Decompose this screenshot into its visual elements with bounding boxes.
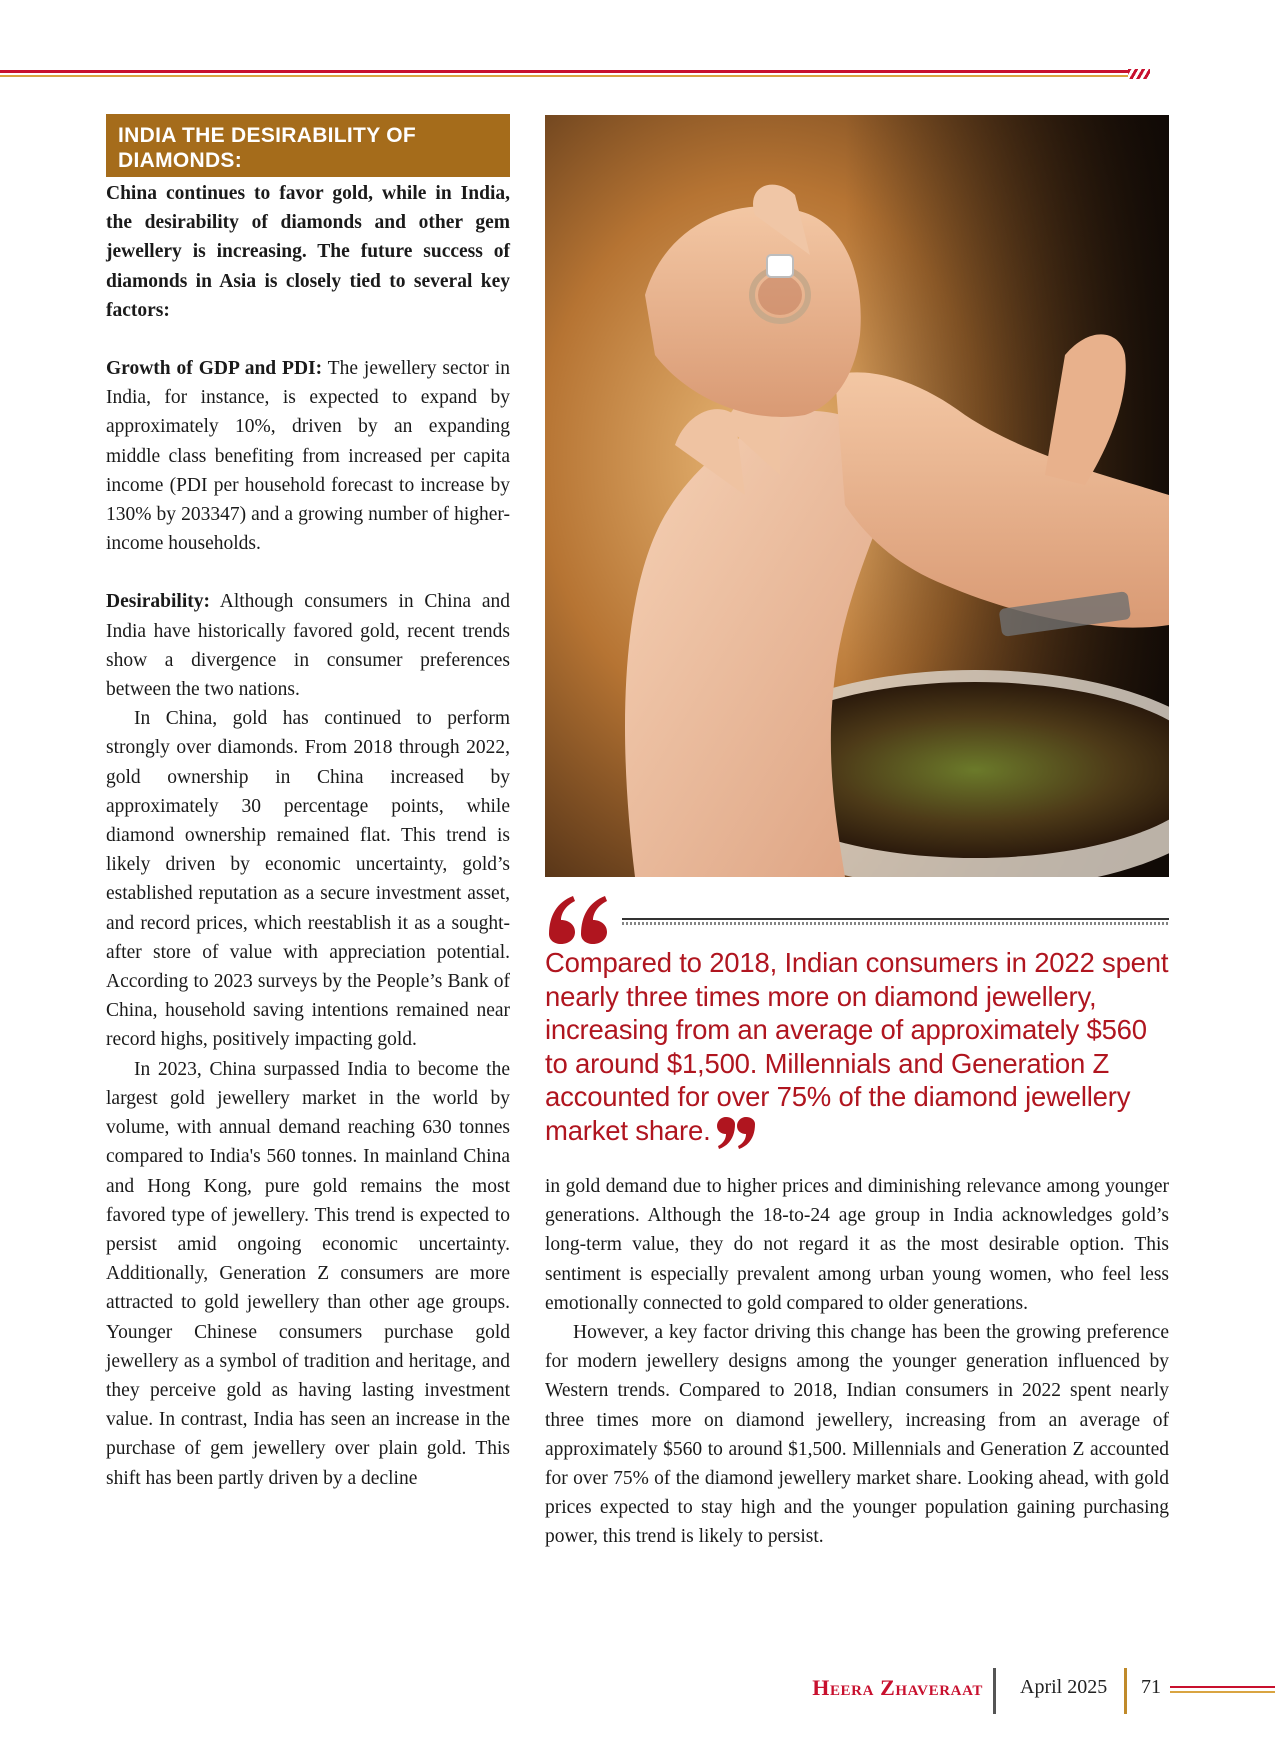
publication-name: Heera Zhaveraat	[812, 1675, 983, 1700]
desirability-text: Although consumers in China and India have historically favored gold, recent trends show a divergence in consumer preferences between the two nations.	[106, 591, 510, 701]
page-footer	[0, 1668, 1275, 1718]
pull-quote	[545, 946, 1169, 1150]
close-quote-icon	[715, 1116, 757, 1150]
left-column	[106, 114, 510, 1493]
gold-decline-paragraph: in gold demand due to higher prices and diminishing relevance among younger generations. Although the 18-to-24 age group in India acknowledges gold’s long-term value, they do not regard it as the most desirable option. This sentiment is especially prevalent among urban young women, who feel less emotionally connected to gold compared to older generations.	[545, 1176, 1169, 1314]
ring-photo	[545, 115, 1169, 877]
page-number: 71	[1141, 1676, 1161, 1698]
growth-label: Growth of GDP and PDI:	[106, 358, 323, 380]
modern-designs-paragraph: However, a key factor driving this change has been the growing preference for modern jewellery designs among the younger generation influenced by Western trends. Compared to 2018, Indian consumers in 2022 spent nearly three times more on diamond jewellery, increasing from an average of approximately $560 to around $1,500. Millennials and Generation Z accounted for over 75% of the diamond jewellery market share. Looking ahead, with gold prices expected to stay high and the younger population gaining purchasing power, this trend is likely to persist.	[545, 1322, 1169, 1548]
footer-divider-gold	[1124, 1668, 1127, 1714]
issue-date: April 2025	[1020, 1676, 1108, 1698]
growth-paragraph	[106, 354, 510, 558]
right-column	[545, 1172, 1169, 1552]
footer-decorative-rule	[1170, 1686, 1275, 1694]
quote-divider	[622, 918, 1169, 926]
ring-illustration	[545, 115, 1169, 877]
section-heading: INDIA THE DESIRABILITY OF DIAMONDS:	[106, 114, 510, 177]
china-market-paragraph: In 2023, China surpassed India to become the largest gold jewellery market in the world by volume, with annual demand reaching 630 tonnes compared to India's 560 tonnes. In mainland China and Hong Kong, pure gold remains the most favored type of jewellery. This trend is expected to persist amid ongoing economic uncertainty. Additionally, Generation Z consumers are more attracted to gold jewellery than other age groups. Younger Chinese consumers purchase gold jewellery as a symbol of tradition and heritage, and they perceive gold as having lasting investment value. In contrast, India has seen an increase in the purchase of gem jewellery over plain gold. This shift has been partly driven by a decline	[106, 1058, 510, 1489]
growth-text: The jewellery sector in India, for instance, is expected to expand by approximately 10%, driven by an expanding middle class benefiting from increased per capita income (PDI per household forecast to increase by 130% by 203347) and a growing number of higher-income households.	[106, 358, 510, 555]
desirability-label: Desirability:	[106, 591, 210, 613]
pull-quote-text: Compared to 2018, Indian consumers in 2022 spent nearly three times more on diamond jewellery, increasing from an average of approximately $560 to around $1,500. Millennials and Generation Z accounted for over 75% of the diamond jewellery market share.	[545, 947, 1169, 1146]
open-quote-icon	[545, 892, 611, 944]
intro-paragraph: China continues to favor gold, while in India, the desirability of diamonds and other gem jewellery is increasing. The future success of diamonds in Asia is closely tied to several key factors:	[106, 183, 510, 321]
footer-divider	[993, 1668, 996, 1714]
desirability-paragraph	[106, 587, 510, 704]
top-decorative-rule	[0, 70, 1150, 78]
china-gold-paragraph: In China, gold has continued to perform strongly over diamonds. From 2018 through 2022, gold ownership in China increased by approximately 30 percentage points, while diamond ownership remained flat. This trend is likely driven by economic uncertainty, gold’s established reputation as a secure investment asset, and record prices, which reestablish it as a sought-after store of value with appreciation potential. According to 2023 surveys by the People’s Bank of China, household saving intentions remained near record highs, positively impacting gold.	[106, 708, 510, 1051]
